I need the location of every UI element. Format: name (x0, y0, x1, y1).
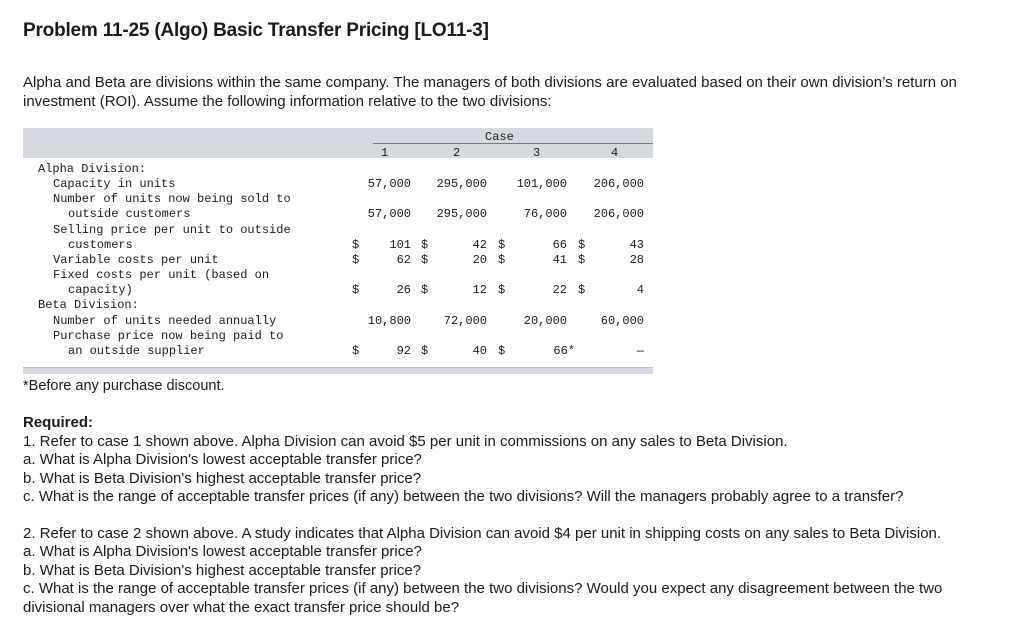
question-1b: b. What is Beta Division's highest acceptable transfer price? (23, 469, 422, 487)
question-1a: a. What is Alpha Division's lowest acceptable transfer price? (23, 451, 422, 468)
table-bottom-rule (23, 367, 653, 374)
cell-purchase-3: 66* (553, 344, 575, 358)
question-2: 2. Refer to case 2 shown above. A study indicates that Alpha Division can avoid $4 per unit in shipping costs on any sales to Beta Division. (23, 524, 942, 542)
question-1c: c. What is the range of acceptable transfer prices (if any) between the two divisions? Will the managers probably agree to a transfer? (23, 488, 904, 505)
cell-capacity-3: 101,000 (516, 177, 567, 191)
label-purchase-line2: an outside supplier (68, 344, 205, 358)
label-units-needed: Number of units needed annually (53, 314, 277, 328)
dollar-sign: $ (421, 238, 429, 252)
cell-fixed-1: 26 (396, 283, 411, 297)
cell-purchase-2: 40 (472, 344, 487, 358)
dollar-sign: $ (578, 283, 586, 297)
cell-needed-1: 10,800 (367, 314, 411, 328)
dollar-sign: $ (352, 238, 360, 252)
label-units-sold-line1: Number of units now being sold to (53, 192, 291, 206)
data-table (23, 128, 653, 374)
required-heading: Required: (23, 414, 94, 431)
dollar-sign: $ (498, 283, 506, 297)
question-2c: c. What is the range of acceptable transfer prices (if any) between the two divisions? Would you expect any disagreement between the two divisional managers over what the exact transfer price should be? (23, 580, 943, 616)
cell-price-3: 66 (552, 238, 567, 252)
question-2b: b. What is Beta Division's highest acceptable transfer price? (23, 561, 422, 579)
dollar-sign: $ (421, 253, 429, 267)
cell-purchase-1: 92 (396, 344, 411, 358)
label-price-line1: Selling price per unit to outside (53, 223, 291, 237)
cell-units-sold-1: 57,000 (367, 207, 411, 221)
label-purchase-line1: Purchase price now being paid to (53, 329, 284, 343)
cell-purchase-4: — (636, 344, 644, 358)
cell-variable-3: 41 (552, 253, 567, 267)
cell-needed-2: 72,000 (443, 314, 487, 328)
cell-units-sold-2: 295,000 (436, 207, 487, 221)
label-units-sold-line2: outside customers (68, 207, 191, 221)
label-fixed-line2: capacity) (68, 283, 133, 297)
label-variable-costs: Variable costs per unit (53, 253, 219, 267)
footnote: *Before any purchase discount. (23, 378, 225, 394)
spacer (23, 507, 998, 525)
cell-capacity-1: 57,000 (367, 177, 411, 191)
cell-fixed-2: 12 (472, 283, 487, 297)
cell-units-sold-3: 76,000 (523, 207, 567, 221)
cell-variable-4: 28 (629, 253, 644, 267)
cell-units-sold-4: 206,000 (593, 207, 644, 221)
dollar-sign: $ (498, 344, 506, 358)
case-number-3: 3 (533, 146, 541, 160)
label-price-line2: customers (68, 238, 133, 252)
cell-price-4: 43 (629, 238, 644, 252)
case-number-2: 2 (453, 146, 461, 160)
cell-needed-3: 20,000 (523, 314, 567, 328)
cell-capacity-2: 295,000 (436, 177, 487, 191)
label-beta-division: Beta Division: (38, 298, 139, 312)
dollar-sign: $ (498, 253, 506, 267)
case-number-1: 1 (381, 146, 389, 160)
cell-price-1: 101 (389, 238, 411, 252)
dollar-sign: $ (352, 283, 360, 297)
required-section (23, 414, 998, 617)
cell-variable-2: 20 (472, 253, 487, 267)
cell-price-2: 42 (472, 238, 487, 252)
dollar-sign: $ (421, 283, 429, 297)
dollar-sign: $ (578, 253, 586, 267)
problem-title: Problem 11-25 (Algo) Basic Transfer Pricing [LO11-3] (23, 20, 489, 41)
cell-capacity-4: 206,000 (593, 177, 644, 191)
intro-paragraph: Alpha and Beta are divisions within the same company. The managers of both divisions are evaluated based on their own division’s return on investment (ROI). Assume the following information relative to the two divisions: (23, 74, 957, 110)
label-fixed-line1: Fixed costs per unit (based on (53, 268, 270, 282)
dollar-sign: $ (498, 238, 506, 252)
case-number-4: 4 (611, 146, 619, 160)
cell-fixed-4: 4 (636, 283, 644, 297)
label-alpha-division: Alpha Division: (38, 162, 147, 176)
cell-variable-1: 62 (396, 253, 411, 267)
question-2a: a. What is Alpha Division's lowest acceptable transfer price? (23, 543, 422, 560)
cell-needed-4: 60,000 (600, 314, 644, 328)
dollar-sign: $ (352, 253, 360, 267)
dollar-sign: $ (421, 344, 429, 358)
dollar-sign: $ (352, 344, 360, 358)
label-capacity: Capacity in units (53, 177, 176, 191)
question-1: 1. Refer to case 1 shown above. Alpha Division can avoid $5 per unit in commissions on any sales to Beta Division. (23, 432, 788, 450)
cell-fixed-3: 22 (552, 283, 567, 297)
case-header: Case (485, 130, 514, 144)
dollar-sign: $ (578, 238, 586, 252)
